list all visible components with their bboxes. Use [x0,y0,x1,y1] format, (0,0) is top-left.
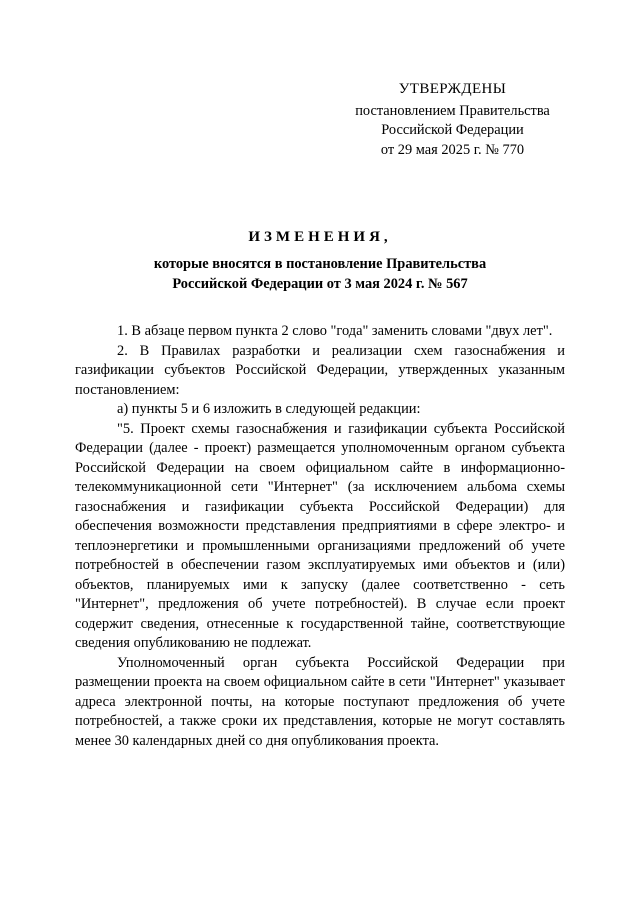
document-body [75,322,565,751]
title-subtitle-line-2: Российской Федерации от 3 мая 2024 г. № 567 [172,275,468,292]
title-subtitle [70,255,570,294]
title-main: ИЗМЕНЕНИЯ, [248,229,392,245]
title-subtitle-line-1: которые вносятся в постановление Правительства [153,256,487,272]
paragraph-1: 1. В абзаце первом пункта 2 слово "года" заменить словами "двух лет". [117,323,553,339]
document-title [70,226,570,294]
paragraph-3: а) пункты 5 и 6 изложить в следующей редакции: [117,401,421,417]
approval-line-2: Российской Федерации [381,122,524,138]
approval-heading: УТВЕРЖДЕНЫ [398,81,507,97]
paragraph-4: "5. Проект схемы газоснабжения и газификации субъекта Российской Федерации (далее - проект) размещается уполномоченным органом субъекта Российской Федерации на своем официальном сайте в информационно-телекоммуникационной сети "Интернет" (за исключением альбома схемы газоснабжения и газификации субъекта Российской Федерации) для обеспечения возможности представления предприятиями в сфере электро- и теплоэнергетики и промышленными организациями предложений об учете потребностей в обеспечении газом эксплуатируемых ими объектов и (или) объектов, планируемых ими к запуску (далее соответственно - сеть "Интернет", предложения об учете потребностей). В случае если проект содержит сведения, отнесенные к государственной тайне, соответствующие сведения опубликованию не подлежат. [75,420,565,651]
paragraph-2: 2. В Правилах разработки и реализации схем газоснабжения и газификации субъектов Российской Федерации, утвержденных указанным постановлением: [75,342,565,398]
approval-block [330,80,575,160]
approval-line-3: от 29 мая 2025 г. № 770 [380,141,525,158]
paragraph-5: Уполномоченный орган субъекта Российской Федерации при размещении проекта на своем официальном сайте в сети "Интернет" указывает адреса электронной почты, на которые поступают предложения об учете потребностей, а также сроки их представления, которые не могут составлять менее 30 календарных дней со дня опубликования проекта. [75,654,565,749]
approval-line-1: постановлением Правительства [355,102,550,119]
